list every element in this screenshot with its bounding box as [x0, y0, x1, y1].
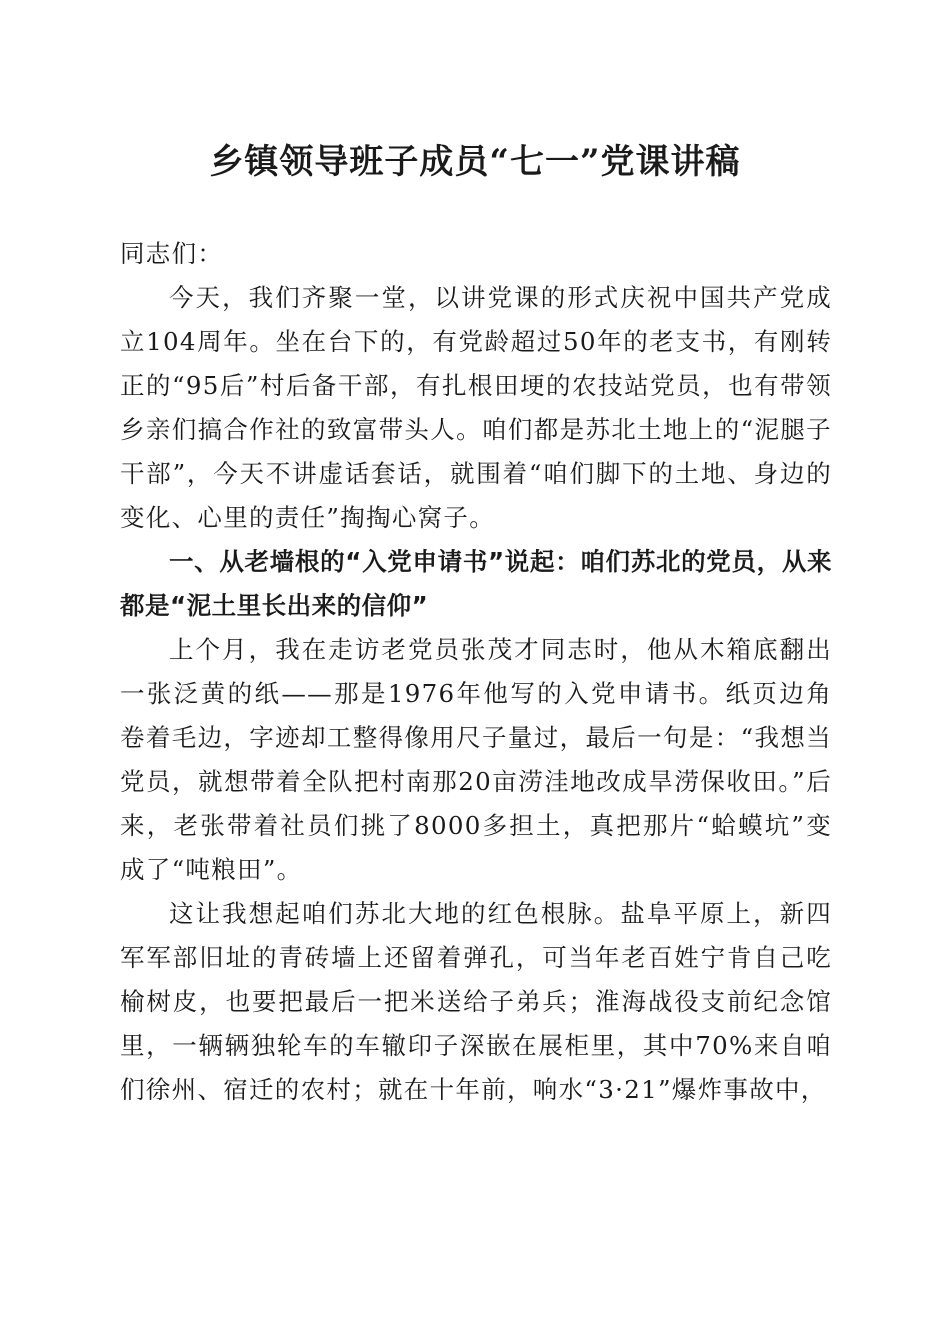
- salutation: 同志们：: [120, 239, 224, 268]
- paragraph-red-roots: 这让我想起咱们苏北大地的红色根脉。盐阜平原上，新四军军部旧址的青砖墙上还留着弹孔，可当年老百姓宁肯自己吃榆树皮，也要把最后一把米送给子弟兵；淮海战役支前纪念馆里，一辆辆独轮车的车辙印子深嵌在展柜里，其中70%来自咱们徐州、宿迁的农村；就在十年前，响水“3·21”爆炸事故中，: [120, 899, 832, 1104]
- document-body: [120, 232, 832, 1112]
- paragraph-intro: 今天，我们齐聚一堂，以讲党课的形式庆祝中国共产党成立104周年。坐在台下的，有党龄超过50年的老支书，有刚转正的“95后”村后备干部，有扎根田埂的农技站党员，也有带领乡亲们搞合作社的致富带头人。咱们都是苏北土地上的“泥腿子干部”，今天不讲虚话套话，就围着“咱们脚下的土地、身边的变化、心里的责任”掏掏心窝子。: [120, 283, 832, 532]
- document-title: 乡镇领导班子成员“七一”党课讲稿: [209, 142, 741, 182]
- paragraph-application-letter: 上个月，我在走访老党员张茂才同志时，他从木箱底翻出一张泛黄的纸——那是1976年他写的入党申请书。纸页边角卷着毛边，字迹却工整得像用尺子量过，最后一句是：“我想当党员，就想带着全队把村南那20亩涝洼地改成旱涝保收田。”后来，老张带着社员们挑了8000多担土，真把那片“蛤蟆坑”变成了“吨粮田”。: [120, 635, 832, 884]
- section-heading-1: 一、从老墙根的“入党申请书”说起：咱们苏北的党员，从来都是“泥土里长出来的信仰”: [120, 547, 832, 620]
